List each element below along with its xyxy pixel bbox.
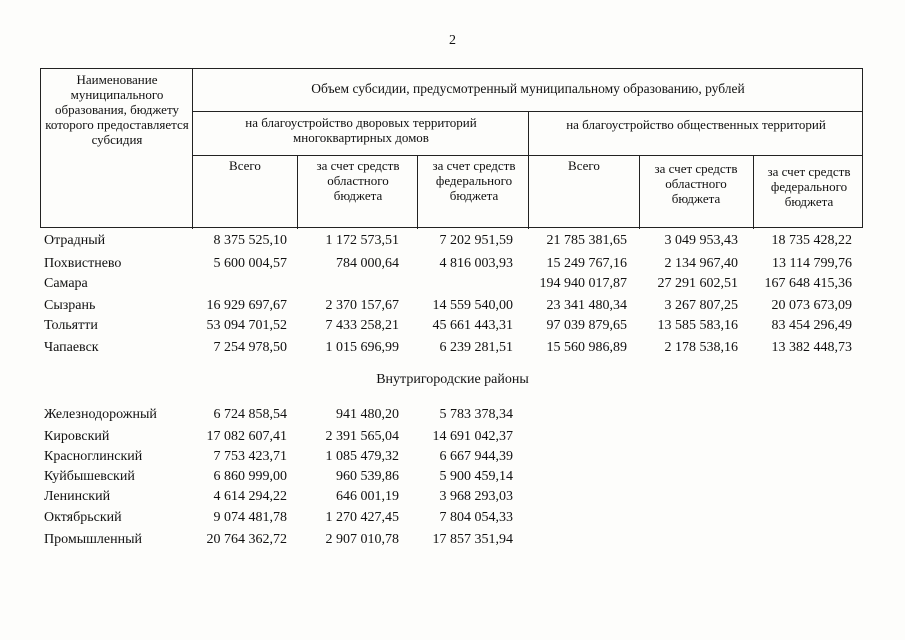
cell-yard-federal: 4 816 003,93: [439, 256, 513, 271]
cell-public-regional: 27 291 602,51: [657, 276, 738, 291]
cell-public-regional: 2 178 538,16: [664, 340, 738, 355]
cell-yard-regional: 2 370 157,67: [325, 298, 399, 313]
list-item: [0, 405, 905, 425]
list-item: [0, 530, 905, 550]
cell-public-federal: 13 114 799,76: [772, 256, 852, 271]
cell-yard-regional: 7 433 258,21: [325, 318, 399, 333]
section-title: Внутригородские районы: [376, 372, 529, 387]
cell-yard-total: 17 082 607,41: [206, 429, 287, 444]
header-yard-regional: за счет средств областного бюджета: [316, 158, 400, 203]
row-name: Похвистнево: [44, 256, 122, 271]
row-name: Самара: [44, 276, 88, 291]
header-municipality: Наименование муниципального образования, бюджету которого предоставляется субсидия: [45, 72, 189, 147]
cell-yard-federal: 7 804 054,33: [439, 510, 513, 525]
table-row: [0, 254, 905, 274]
cell-public-federal: 20 073 673,09: [771, 298, 852, 313]
row-name: Отрадный: [44, 233, 106, 248]
cell-yard-federal: 5 900 459,14: [439, 469, 513, 484]
cell-public-total: 21 785 381,65: [546, 233, 627, 248]
cell-yard-total: 8 375 525,10: [213, 233, 287, 248]
header-subsidy-volume: Объем субсидии, предусмотренный муниципальному образованию, рублей: [311, 81, 745, 96]
header-yard-federal: за счет средств федерального бюджета: [432, 158, 516, 203]
table-row: [0, 296, 905, 316]
row-name: Ленинский: [44, 489, 111, 504]
cell-public-regional: 13 585 583,16: [657, 318, 738, 333]
cell-yard-total: 6 724 858,54: [213, 407, 287, 422]
cell-yard-federal: 5 783 378,34: [439, 407, 513, 422]
cell-yard-federal: 45 661 443,31: [432, 318, 513, 333]
table-row: [0, 274, 905, 294]
cell-yard-regional: 1 085 479,32: [325, 449, 399, 464]
cell-yard-federal: 17 857 351,94: [432, 532, 513, 547]
cell-public-federal: 18 735 428,22: [771, 233, 852, 248]
list-item: [0, 447, 905, 467]
cell-public-total: 194 940 017,87: [539, 276, 627, 291]
cell-yard-federal: 14 559 540,00: [432, 298, 513, 313]
row-name: Куйбышевский: [44, 469, 135, 484]
cell-yard-total: 5 600 004,57: [213, 256, 287, 271]
cell-yard-total: 6 860 999,00: [213, 469, 287, 484]
header-yard-total: Всего: [229, 158, 261, 173]
cell-yard-regional: 1 172 573,51: [325, 233, 399, 248]
cell-yard-total: 4 614 294,22: [213, 489, 287, 504]
cell-yard-total: 16 929 697,67: [206, 298, 287, 313]
cell-public-federal: 13 382 448,73: [771, 340, 852, 355]
cell-public-total: 15 249 767,16: [546, 256, 627, 271]
cell-public-total: 97 039 879,65: [546, 318, 627, 333]
cell-yard-regional: 960 539,86: [336, 469, 399, 484]
row-name: Сызрань: [44, 298, 96, 313]
cell-yard-total: 9 074 481,78: [213, 510, 287, 525]
cell-public-regional: 2 134 967,40: [664, 256, 738, 271]
cell-yard-federal: 14 691 042,37: [432, 429, 513, 444]
cell-public-total: 23 341 480,34: [546, 298, 627, 313]
row-name: Железнодорожный: [44, 407, 157, 422]
list-item: [0, 487, 905, 507]
cell-public-regional: 3 267 807,25: [664, 298, 738, 313]
cell-yard-regional: 1 270 427,45: [325, 510, 399, 525]
cell-yard-regional: 941 480,20: [336, 407, 399, 422]
cell-yard-total: 7 753 423,71: [213, 449, 287, 464]
row-name: Промышленный: [44, 532, 142, 547]
page-number: 2: [449, 33, 456, 48]
cell-yard-regional: 2 391 565,04: [325, 429, 399, 444]
cell-yard-federal: 7 202 951,59: [439, 233, 513, 248]
cell-public-federal: 83 454 296,49: [771, 318, 852, 333]
cell-yard-regional: 1 015 696,99: [325, 340, 399, 355]
cell-yard-total: 53 094 701,52: [206, 318, 287, 333]
cell-yard-federal: 6 239 281,51: [439, 340, 513, 355]
header-yard-territories: на благоустройство дворовых территорий многоквартирных домов: [245, 115, 477, 145]
row-name: Чапаевск: [44, 340, 99, 355]
list-item: [0, 467, 905, 487]
cell-public-regional: 3 049 953,43: [664, 233, 738, 248]
header-public-federal: за счет средств федерального бюджета: [767, 164, 851, 209]
cell-yard-federal: 3 968 293,03: [439, 489, 513, 504]
list-item: [0, 427, 905, 447]
header-public-territories: на благоустройство общественных территорий: [566, 117, 826, 132]
cell-yard-regional: 2 907 010,78: [325, 532, 399, 547]
list-item: [0, 508, 905, 528]
cell-yard-total: 20 764 362,72: [206, 532, 287, 547]
row-name: Кировский: [44, 429, 110, 444]
header-public-regional: за счет средств областного бюджета: [654, 161, 738, 206]
table-row: [0, 316, 905, 336]
table-row: [0, 231, 905, 251]
row-name: Красноглинский: [44, 449, 143, 464]
row-name: Октябрьский: [44, 510, 122, 525]
cell-yard-regional: 646 001,19: [336, 489, 399, 504]
cell-yard-regional: 784 000,64: [336, 256, 399, 271]
cell-yard-federal: 6 667 944,39: [439, 449, 513, 464]
row-name: Тольятти: [44, 318, 98, 333]
table-row: [0, 338, 905, 358]
cell-yard-total: 7 254 978,50: [213, 340, 287, 355]
cell-public-federal: 167 648 415,36: [764, 276, 852, 291]
header-public-total: Всего: [568, 158, 600, 173]
cell-public-total: 15 560 986,89: [546, 340, 627, 355]
